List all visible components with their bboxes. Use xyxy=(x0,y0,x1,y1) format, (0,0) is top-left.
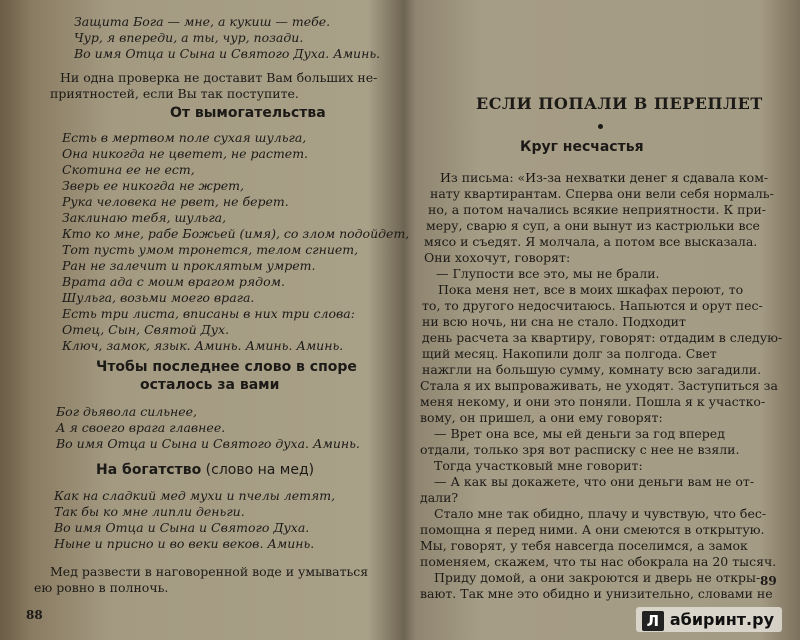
body-line: меру, сварю я суп, а они вынут из кастрюльки все xyxy=(426,218,760,233)
section-title: осталось за вами xyxy=(140,377,280,393)
body-line: щий месяц. Накопили долг за полгода. Свет xyxy=(422,346,717,361)
section-title: Чтобы последнее слово в споре xyxy=(96,359,357,375)
body-line: нажгли на большую сумму, комнату всю загадили. xyxy=(422,362,762,377)
body-line: Тогда участковый мне говорит: xyxy=(434,458,643,473)
prayer-line: Защита Бога — мне, а кукиш — тебе. xyxy=(74,14,331,29)
body-line: Стала я их выпроваживать, не уходят. Заступиться за xyxy=(420,378,778,393)
body-line: вому, он пришел, а они ему говорят: xyxy=(420,410,663,425)
charm-line: Врата ада с моим врагом рядом. xyxy=(62,274,285,289)
charm-line: Ключ, замок, язык. Аминь. Аминь. Аминь. xyxy=(62,338,344,353)
body-line: меня некому, и они это поняли. Пошла я к участко- xyxy=(420,394,766,409)
watermark-text: абиринт.ру xyxy=(669,610,774,629)
body-line: Приду домой, а они закроются и дверь не откры- xyxy=(434,570,761,585)
labirint-logo-icon: Л xyxy=(642,611,664,631)
body-line: Мы, говорят, у тебя навсегда поселимся, а замок xyxy=(420,538,748,553)
charm-line: Есть три листа, вписаны в них три слова: xyxy=(62,306,355,321)
charm-line: Есть в мертвом поле сухая шульга, xyxy=(62,130,307,145)
section-title: От вымогательства xyxy=(170,105,326,121)
charm-line: Шульга, возьми моего врага. xyxy=(62,290,255,305)
body-line: Стало мне так обидно, плачу и чувствую, что бес- xyxy=(434,506,767,521)
section-title xyxy=(96,462,314,478)
charm-line: Ран не залечит и проклятым умрет. xyxy=(62,258,316,273)
charm-line: Ныне и присно и во веки веков. Аминь. xyxy=(54,536,315,551)
note-line: Мед развести в наговоренной воде и умываться xyxy=(50,564,369,579)
section-title-rest: (слово на мед) xyxy=(201,462,315,478)
charm-line: Она никогда не цветет, не растет. xyxy=(62,146,309,161)
note-line: приятностей, если Вы так поступите. xyxy=(50,86,299,101)
divider-bullet xyxy=(598,124,603,129)
charm-line: Рука человека не рвет, не берет. xyxy=(62,194,289,209)
section-title: Круг несчастья xyxy=(520,139,644,155)
charm-line: Тот пусть умом тронется, телом сгниет, xyxy=(62,242,359,257)
prayer-line: Чур, я впереди, а ты, чур, позади. xyxy=(74,30,304,45)
charm-line: Бог дьявола сильнее, xyxy=(56,404,198,419)
charm-line: Скотина ее не ест, xyxy=(62,162,195,177)
charm-line: Кто ко мне, рабе Божьей (имя), со злом подойдет, xyxy=(62,226,410,241)
watermark xyxy=(636,607,782,632)
note-line: Ни одна проверка не доставит Вам больших не- xyxy=(60,70,378,85)
charm-line: Как на сладкий мед мухи и пчелы летят, xyxy=(54,488,336,503)
body-line: Пока меня нет, все в моих шкафах пероют, то xyxy=(438,282,744,297)
body-line: — А как вы докажете, что они деньги вам не от- xyxy=(434,474,755,489)
prayer-line: Во имя Отца и Сына и Святого Духа. Аминь. xyxy=(74,46,381,61)
chapter-title: ЕСЛИ ПОПАЛИ В ПЕРЕПЛЕТ xyxy=(476,94,763,113)
body-line: но, а потом начались всякие неприятности. К при- xyxy=(428,202,766,217)
page-number: 89 xyxy=(760,574,777,588)
body-line: Они хохочут, говорят: xyxy=(424,250,571,265)
body-line: то, то другого недосчитаюсь. Напьются и орут пес- xyxy=(422,298,763,313)
body-line: дали? xyxy=(420,490,459,505)
note-line: ею ровно в полночь. xyxy=(34,580,169,595)
section-title-bold: На богатство xyxy=(96,462,202,478)
body-line: нату квартирантам. Сперва они вели себя нормаль- xyxy=(430,186,774,201)
charm-line: Во имя Отца и Сына и Святого Духа. xyxy=(54,520,310,535)
body-line: поменяем, скажем, что ты нас обокрала на 20 тысяч. xyxy=(420,554,777,569)
body-line: день расчета за квартиру, говорят: отдадим в следую- xyxy=(422,330,783,345)
charm-line: Отец, Сын, Святой Дух. xyxy=(62,322,230,337)
body-line: Из письма: «Из-за нехватки денег я сдавала ком- xyxy=(440,170,769,185)
body-line: — Врет она все, мы ей деньги за год вперед xyxy=(434,426,725,441)
charm-line: Заклинаю тебя, шульга, xyxy=(62,210,227,225)
body-line: — Глупости все это, мы не брали. xyxy=(436,266,660,281)
charm-line: Зверь ее никогда не жрет, xyxy=(62,178,244,193)
body-line: мясо и съедят. Я молчала, а потом все высказала. xyxy=(424,234,758,249)
body-line: помощна я перед ними. А они смеются в открытую. xyxy=(420,522,765,537)
body-line: вают. Так мне это обидно и унизительно, словами не xyxy=(420,586,773,601)
charm-line: А я своего врага главнее. xyxy=(56,420,226,435)
body-line: ни всю ночь, ни сна не стало. Подходит xyxy=(422,314,686,329)
body-line: отдали, только зря вот расписку с нее не взяли. xyxy=(420,442,740,457)
charm-line: Во имя Отца и Сына и Святого духа. Аминь. xyxy=(56,436,360,451)
page-number: 88 xyxy=(26,608,43,622)
charm-line: Так бы ко мне липли деньги. xyxy=(54,504,245,519)
